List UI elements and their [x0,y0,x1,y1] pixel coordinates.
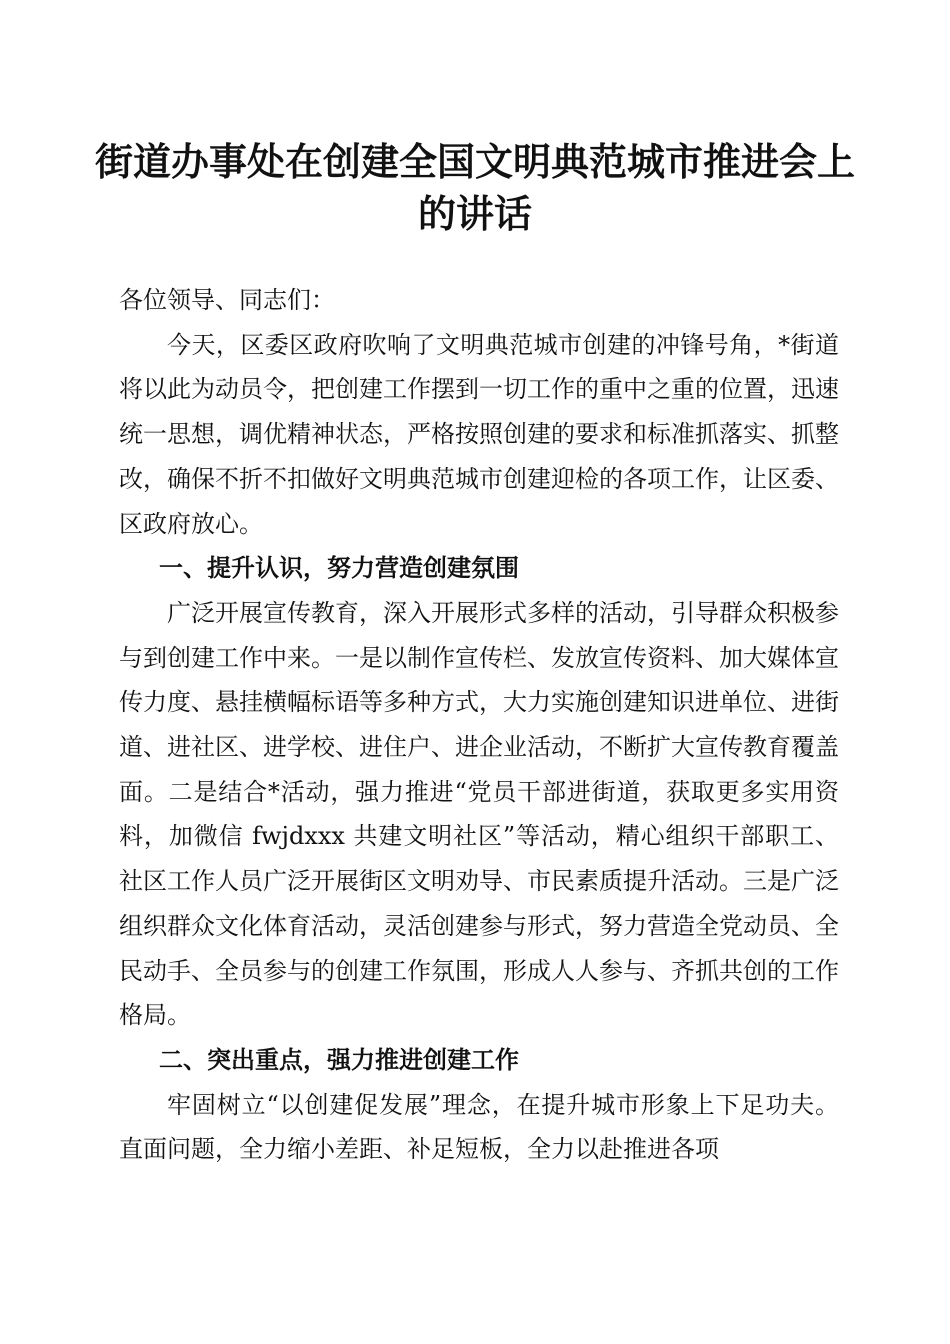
document-body [119,278,839,1172]
document-title: 街道办事处在创建全国文明典范城市推进会上的讲话 [94,139,855,236]
paragraph-intro: 今天，区委区政府吹响了文明典范城市创建的冲锋号角，*街道将以此为动员令，把创建工作摆到一切工作的重中之重的位置，迅速统一思想，调优精神状态，严格按照创建的要求和标准抓落实、抓整改，确保不折不扣做好文明典范城市创建迎检的各项工作，让区委、区政府放心。 [119,330,839,538]
section-heading-2: 二、突出重点，强力推进创建工作 [159,1045,519,1074]
paragraph-section-2: 牢固树立“以创建促发展”理念，在提升城市形象上下足功夫。直面问题，全力缩小差距、补足短板，全力以赴推进各项 [119,1090,839,1164]
paragraph-section-1: 广泛开展宣传教育，深入开展形式多样的活动，引导群众积极参与到创建工作中来。一是以制作宣传栏、发放宣传资料、加大媒体宣传力度、悬挂横幅标语等多种方式，大力实施创建知识进单位、进街道、进社区、进学校、进住户、进企业活动，不断扩大宣传教育覆盖面。二是结合*活动，强力推进“党员干部进街道，获取更多实用资料，加微信 fwjdxxx 共建文明社区”等活动，精心组织干部职工、社区工作人员广泛开展街区文明劝导、市民素质提升活动。三是广泛组织群众文化体育活动，灵活创建参与形式，努力营造全党动员、全民动手、全员参与的创建工作氛围，形成人人参与、齐抓共创的工作格局。 [119,598,839,1030]
section-heading-1: 一、提升认识，努力营造创建氛围 [159,554,519,583]
salutation: 各位领导、同志们： [119,286,335,314]
